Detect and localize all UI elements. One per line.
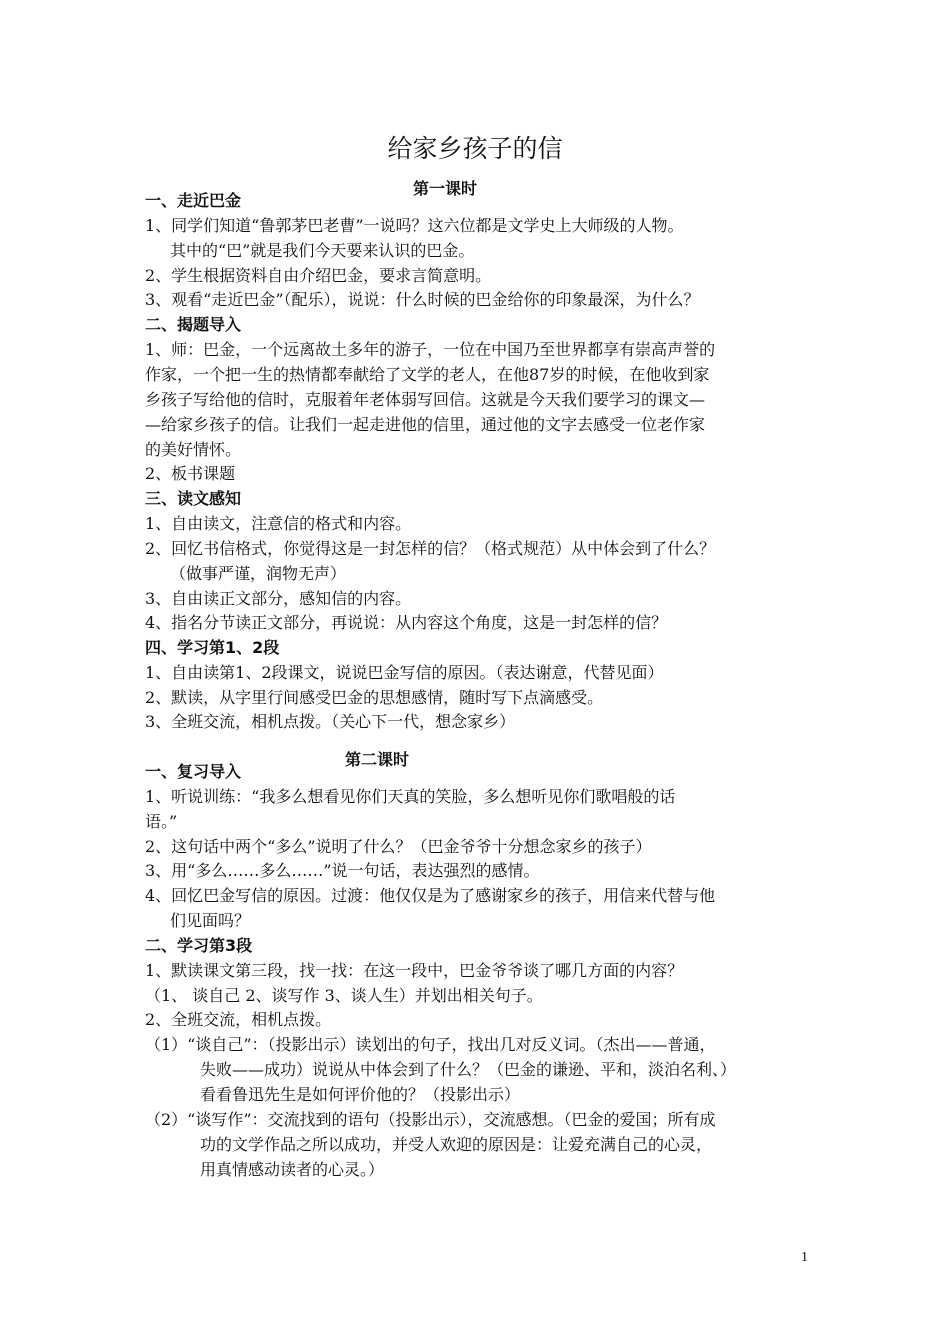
text-line: 用真情感动读者的心灵。） xyxy=(200,1160,385,1179)
page-title: 给家乡孩子的信 xyxy=(387,134,563,163)
section-heading: 四、学习第1、2段 xyxy=(145,638,280,657)
text-line: 其中的“巴”就是我们今天要来认识的巴金。 xyxy=(170,241,475,260)
section-heading: 三、读文感知 xyxy=(145,489,242,508)
text-line: 1、自由读第1、2段课文，说说巴金写信的原因。（表达谢意，代替见面） xyxy=(145,663,664,682)
text-line: 2、板书课题 xyxy=(145,464,236,483)
text-line: 2、全班交流，相机点拨。 xyxy=(145,1010,332,1029)
text-line: 4、回忆巴金写信的原因。过渡：他仅仅是为了感谢家乡的孩子，用信来代替与他 xyxy=(145,886,716,905)
text-line: 2、默读，从字里行间感受巴金的思想感情，随时写下点滴感受。 xyxy=(145,688,604,707)
lesson-two-heading: 第二课时 xyxy=(345,750,410,769)
text-line: 看看鲁迅先生是如何评价他的？（投影出示） xyxy=(200,1085,521,1104)
text-line: （做事严谨，润物无声） xyxy=(170,564,347,583)
text-line: 作家，一个把一生的热情都奉献给了文学的老人，在他87岁的时候，在他收到家 xyxy=(145,365,710,384)
text-line: 们见面吗？ xyxy=(170,911,251,930)
section-heading: 一、复习导入 xyxy=(145,762,242,781)
text-line: 乡孩子写给他的信时，克服着年老体弱写回信。这就是今天我们要学习的课文— xyxy=(145,390,706,409)
text-line: 语。” xyxy=(145,812,178,831)
text-line: （2）“谈写作”：交流找到的语句（投影出示），交流感想。（巴金的爱国；所有成 xyxy=(145,1110,716,1129)
section-heading: 二、揭题导入 xyxy=(145,315,242,334)
text-line: 失败——成功）说说从中体会到了什么？（巴金的谦逊、平和，淡泊名利、） xyxy=(200,1060,737,1079)
text-line: （1、 谈自己 2、谈写作 3、谈人生）并划出相关句子。 xyxy=(145,986,543,1005)
text-line: —给家乡孩子的信。让我们一起走进他的信里，通过他的文字去感受一位老作家 xyxy=(145,415,706,434)
text-line: （1）“谈自己”：（投影出示）读划出的句子，找出几对反义词。（杰出——普通， xyxy=(145,1035,716,1054)
text-line: 功的文学作品之所以成功，并受人欢迎的原因是：让爱充满自己的心灵， xyxy=(200,1135,713,1154)
text-line: 2、回忆书信格式，你觉得这是一封怎样的信？（格式规范）从中体会到了什么？ xyxy=(145,539,716,558)
text-line: 3、用“多么……多么……”说一句话，表达强烈的感情。 xyxy=(145,861,540,880)
text-line: 2、学生根据资料自由介绍巴金，要求言简意明。 xyxy=(145,266,492,285)
text-line: 1、同学们知道“鲁郭茅巴老曹”一说吗？这六位都是文学史上大师级的人物。 xyxy=(145,216,684,235)
text-line: 3、自由读正文部分，感知信的内容。 xyxy=(145,589,412,608)
text-line: 1、师：巴金，一个远离故土多年的游子，一位在中国乃至世界都享有崇高声誉的 xyxy=(145,340,716,359)
section-heading: 二、学习第3段 xyxy=(145,936,253,955)
text-line: 3、观看“走近巴金”（配乐），说说：什么时候的巴金给你的印象最深，为什么？ xyxy=(145,290,700,309)
text-line: 1、听说训练：“我多么想看见你们天真的笑脸，多么想听见你们歌唱般的话 xyxy=(145,787,676,806)
page-number: 1 xyxy=(801,1250,808,1265)
text-line: 2、这句话中两个“多么”说明了什么？（巴金爷爷十分想念家乡的孩子） xyxy=(145,837,652,856)
section-heading: 一、走近巴金 xyxy=(145,191,242,210)
text-line: 的美好情怀。 xyxy=(145,440,242,459)
text-line: 1、自由读文，注意信的格式和内容。 xyxy=(145,514,412,533)
text-line: 4、指名分节读正文部分，再说说：从内容这个角度，这是一封怎样的信？ xyxy=(145,613,668,632)
lesson-one-heading: 第一课时 xyxy=(412,179,477,198)
text-line: 3、全班交流，相机点拨。（关心下一代，想念家乡） xyxy=(145,712,516,731)
text-line: 1、默读课文第三段，找一找：在这一段中，巴金爷爷谈了哪几方面的内容？ xyxy=(145,961,684,980)
